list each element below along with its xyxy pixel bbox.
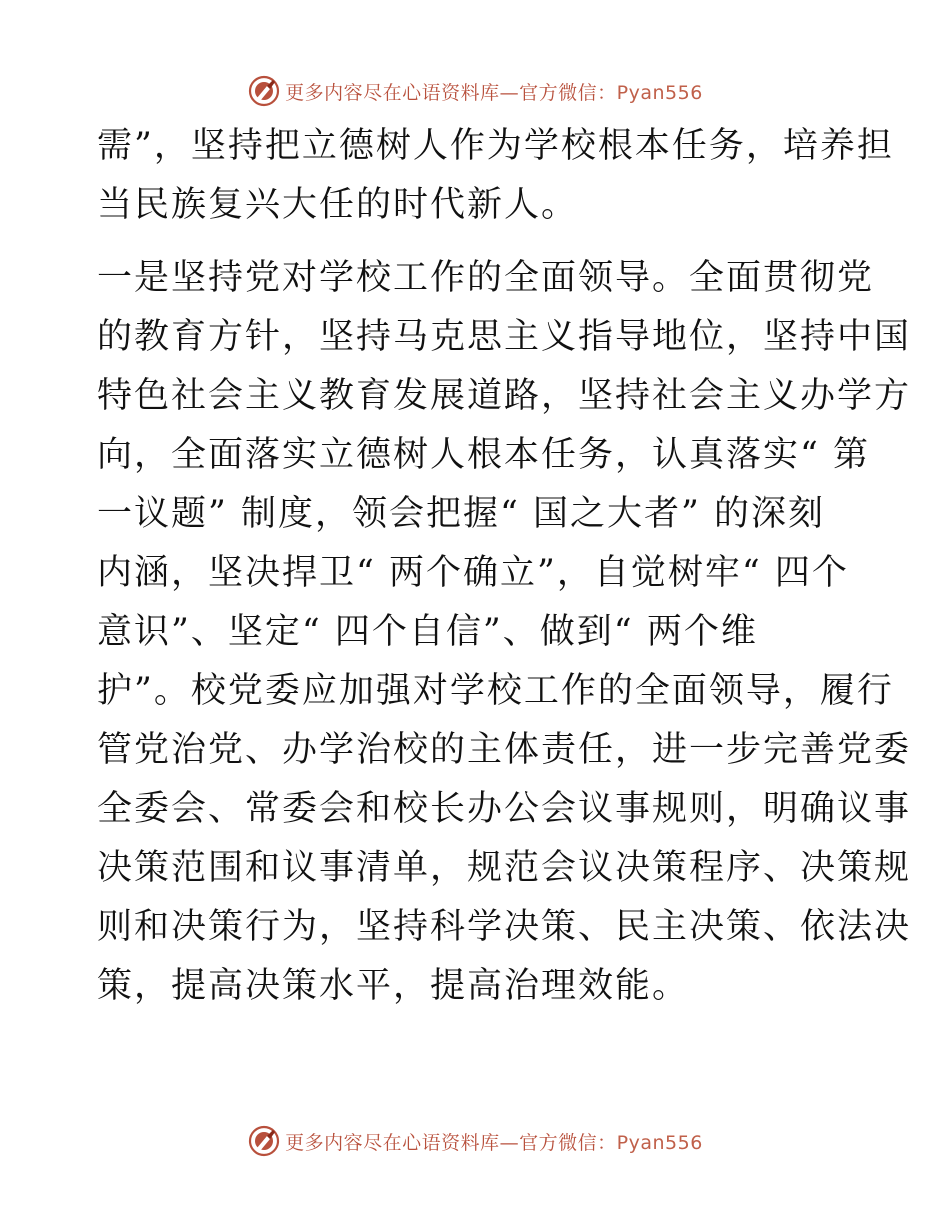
text-line: 策，提高决策水平，提高治理效能。	[97, 966, 690, 1006]
text-line: 决策范围和议事清单，规范会议决策程序、决策规	[97, 848, 912, 888]
footer-watermark	[0, 1121, 950, 1161]
text-line: 全委会、常委会和校长办公会议事规则，明确议事	[97, 789, 912, 829]
header-watermark	[0, 71, 950, 111]
text-line: 内涵，坚决捍卫“ 两个确立”，自觉树牢“ 四个	[97, 553, 849, 593]
text-line: 向，全面落实立德树人根本任务，认真落实“ 第	[97, 435, 871, 475]
text-line: 需”，坚持把立德树人作为学校根本任务，培养担	[97, 126, 894, 166]
watermark-text: 更多内容尽在心语资料库—官方微信：Pyan556	[285, 81, 703, 104]
text-line: 的教育方针，坚持马克思主义指导地位，坚持中国	[97, 317, 912, 357]
text-line: 护”。校党委应加强对学校工作的全面领导，履行	[97, 671, 894, 711]
text-line: 一议题” 制度，领会把握“ 国之大者” 的深刻	[97, 494, 826, 534]
watermark-text: 更多内容尽在心语资料库—官方微信：Pyan556	[285, 1131, 703, 1154]
paragraph-party-leadership	[97, 249, 912, 1016]
text-line: 管党治党、办学治校的主体责任，进一步完善党委	[97, 730, 912, 770]
text-line: 特色社会主义教育发展道路，坚持社会主义办学方	[97, 376, 912, 416]
text-line: 则和决策行为，坚持科学决策、民主决策、依法决	[97, 907, 912, 947]
pen-nib-logo-icon	[247, 74, 281, 108]
pen-nib-logo-icon	[247, 1124, 281, 1158]
text-line: 当民族复兴大任的时代新人。	[97, 185, 579, 225]
text-line: 意识”、坚定“ 四个自信”、做到“ 两个维	[97, 612, 758, 652]
text-line: 一是坚持党对学校工作的全面领导。全面贯彻党	[97, 258, 875, 298]
paragraph-continuation	[97, 117, 894, 235]
